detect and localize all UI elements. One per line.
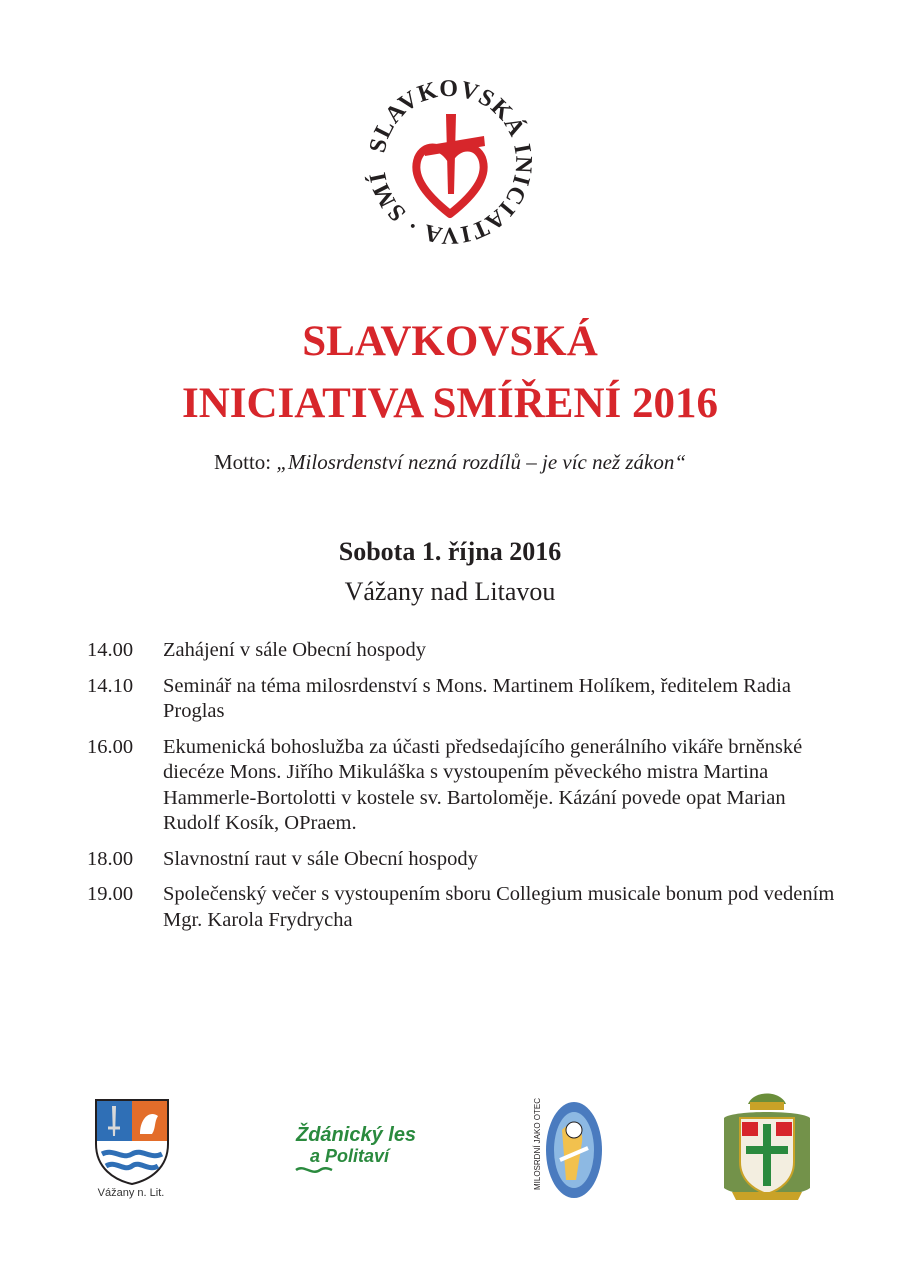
program-time: 16.00	[87, 735, 134, 758]
motto-text: „Milosrdenství nezná rozdílů – je víc než zákon“	[276, 450, 687, 474]
vazany-coat-of-arms-icon	[92, 1096, 172, 1186]
program-text: Zahájení v sále Obecní hospody	[163, 639, 427, 661]
program-item	[87, 847, 847, 873]
program-time: 19.00	[87, 883, 134, 905]
program-time: 14.00	[87, 639, 134, 661]
program-time: 14.10	[87, 674, 134, 697]
title-line-1: SLAVKOVSKÁ	[302, 318, 598, 365]
program-item	[87, 735, 847, 837]
program-list	[87, 638, 847, 943]
vazany-caption: Vážany n. Lit.	[97, 1187, 165, 1199]
event-date: Sobota 1. října 2016	[338, 537, 562, 566]
zdanicky-les-logo-icon	[288, 1124, 424, 1176]
zdanicky-line-2: a Politaví	[310, 1146, 390, 1166]
program-text: Ekumenická bohoslužba za účasti předsedajícího generálního vikáře brněnské diecéze Mons. Jiřího Mikuláška s vystoupením pěveckého mistra Martina Hammerle-Bortolotti v kostele sv. Bartoloměje. Kázání povede opat Marian Rudolf Kosík, OPraem.	[163, 735, 803, 834]
program-item	[87, 638, 847, 664]
program-item	[87, 674, 847, 725]
motto	[0, 450, 900, 475]
program-text: Společenský večer s vystoupením sboru Collegium musicale bonum pod vedením Mgr. Karola Frydrycha	[163, 883, 835, 931]
logo-ring-text: SLAVKOVSKÁ INICIATIVA · SMÍ	[364, 75, 537, 249]
motto-label: Motto:	[213, 450, 272, 474]
title-line-2: INICIATIVA SMÍŘENÍ 2016	[181, 380, 719, 427]
event-place: Vážany nad Litavou	[344, 577, 556, 606]
jubilee-of-mercy-logo-icon	[530, 1090, 610, 1202]
cross-heart-icon	[362, 74, 538, 250]
partner-logos	[0, 1090, 900, 1220]
zdanicky-line-1: Ždánický les	[296, 1124, 417, 1146]
jubilee-text: MILOSRDNÍ JAKO OTEC	[533, 1097, 542, 1190]
program-item	[87, 882, 847, 933]
slavkov-initiative-logo	[362, 74, 538, 250]
program-time: 18.00	[87, 847, 134, 870]
order-coat-of-arms-icon	[718, 1088, 816, 1204]
program-text: Seminář na téma milosrdenství s Mons. Martinem Holíkem, ředitelem Radia Proglas	[163, 674, 791, 722]
program-text: Slavnostní raut v sále Obecní hospody	[163, 847, 478, 870]
